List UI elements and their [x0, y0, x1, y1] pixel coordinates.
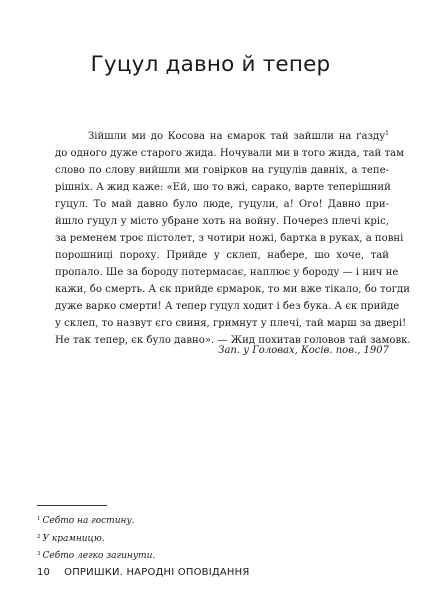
story-text [55, 128, 411, 349]
page-footer [37, 567, 250, 578]
running-title: ОПРИШКИ. НАРОДНІ ОПОВІДАННЯ [64, 567, 250, 578]
footnote-ref: 1 [385, 130, 389, 137]
story-line: гуцул. То май давно було люде, гуцули, а! Ого! Давно при- [55, 199, 389, 210]
page-title: Гуцул давно й тепер [90, 52, 331, 77]
story-line: порошниці пороху. Прийде у склеп, набере, шо хоче, тай [55, 250, 389, 261]
story-line: слово по слову вийшли ми говірков на гуцулів давніх, а тепе- [55, 165, 389, 176]
source-note: Зап. у Головах, Косів. пов., 1907 [218, 345, 389, 356]
footnote-divider [37, 505, 107, 506]
footnote-item: $^2$ У крамницю. [37, 533, 105, 544]
story-line: Зійшли ми до Косова на ємарок тай зайшли на ґазду$^1$ [88, 130, 389, 142]
story-line: у склеп, то назвут єго свиня, гримнут у плечі, тай марш за двері! [55, 318, 407, 329]
page-number: 10 [37, 567, 51, 578]
story-line: кажи, бо смерть. А єк прийде єрмарок, то ми вже тікало, бо тогди [55, 284, 410, 295]
story-line: дуже варко смерти! А тепер гуцул ходит і без бука. А єк прийде [55, 301, 400, 312]
footnotes [37, 513, 377, 566]
story-line: пропало. Ше за бороду потермасає, наплює у бороду — і нич не [55, 267, 399, 278]
footnote-item: $^1$ Себто на гостину. [37, 516, 135, 526]
footnote-item: $^3$ Себто легко загинути. [37, 551, 156, 561]
story-line: йшло гуцул у місто убране хоть на войну. Почерез плечі кріс, [55, 216, 389, 227]
story-line: рішніх. А жид каже: «Ей, шо то вжі, сарако, варте теперішний [55, 182, 391, 193]
story-line: Не так тепер, єк було давно». — Жид похитав головов тай замовк. [55, 335, 411, 346]
story-line: до одного дуже старого жида. Ночували ми в того жида, тай там [55, 148, 404, 159]
story-line: за ременем троє пістолет, з чотири ножі, бартка в руках, а повні [55, 233, 404, 244]
